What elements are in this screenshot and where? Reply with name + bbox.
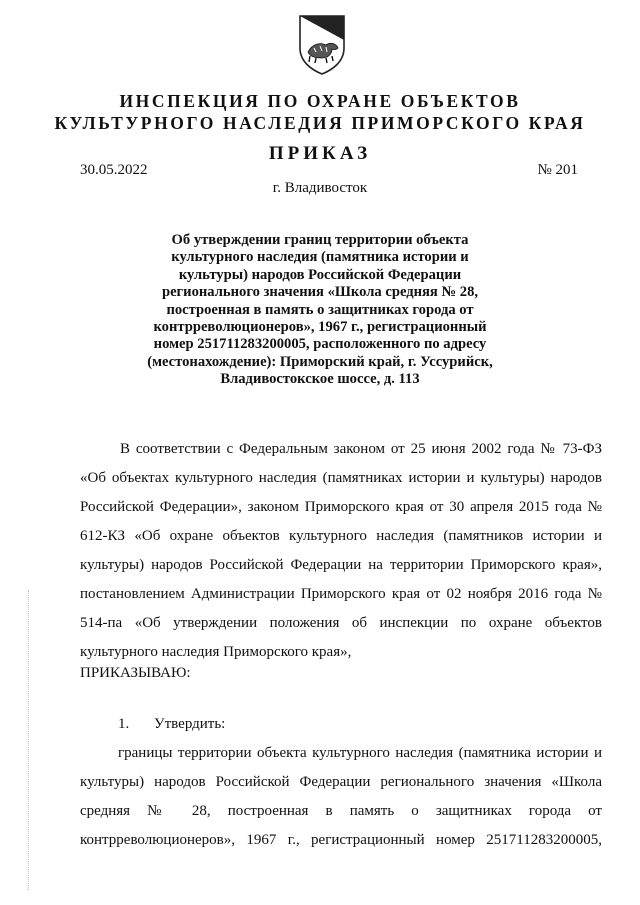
preamble-paragraph [80,435,602,667]
document-city: г. Владивосток [272,180,368,196]
coat-of-arms-icon [296,12,348,76]
item1-text: границы территории объекта культурного наследия (памятника истории и культуры) народов Российской Федерации регионального значения «Школа средняя № 28, построенная в память о защитниках города от контрреволюционеров», 1967 г., регистрационный номер 251711283200005, [80,745,602,848]
item1-paragraph [80,739,602,855]
scan-margin-marks [28,590,31,890]
organization-name-line2: КУЛЬТУРНОГО НАСЛЕДИЯ ПРИМОРСКОГО КРАЯ [54,113,586,133]
document-date: 30.05.2022 [80,162,148,178]
list-item-label: Утвердить: [154,716,226,732]
preamble-text: В соответствии с Федеральным законом от 25 июня 2002 года № 73-ФЗ «Об объектах культурного наследия (памятниках истории и культуры) народов Российской Федерации», законом Приморского края от 30 апреля 2015 года № 612-КЗ «Об охране объектов культурного наследия (памятников истории и культуры) народов Российской Федерации на территории Приморского края», постановлением Администрации Приморского края от 02 ноября 2016 года № 514-па «Об утверждении положения об инспекции по охране объектов культурного наследия Приморского края», [80,441,602,660]
order-word: ПРИКАЗЫВАЮ: [80,665,191,681]
list-item-1 [118,716,225,733]
list-item-number: 1. [118,716,130,732]
document-number: № 201 [537,162,578,178]
document-title: ПРИКАЗ [268,143,372,164]
organization-name-line1: ИНСПЕКЦИЯ ПО ОХРАНЕ ОБЪЕКТОВ [119,91,521,111]
document-subject: Об утверждении границ территории объекта культурного наследия (памятника истории и культуры) народов Российской Федерации регионального значения «Школа средняя № 28, построенная в память о защитниках города от контрреволюционеров», 1967 г., регистрационный номер 251711283200005, расположенного по адресу (местонахождение): Приморский край, г. Уссурийск, Владивостокское шоссе, д. 113 [147,232,493,388]
